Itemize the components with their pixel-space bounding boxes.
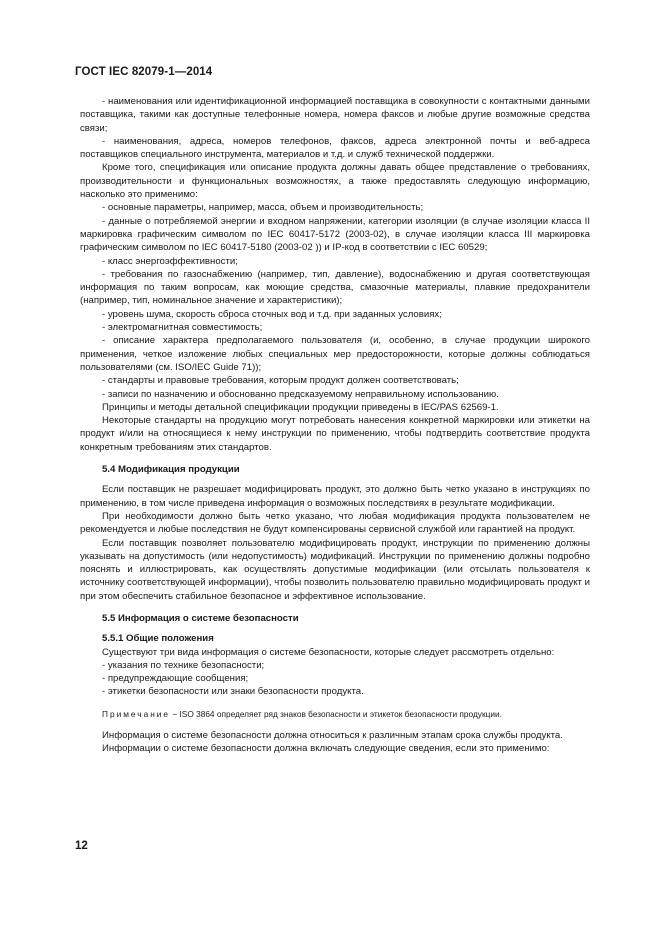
- list-item: - стандарты и правовые требования, которым продукт должен соответствовать;: [102, 375, 459, 387]
- list-item: - этикетки безопасности или знаки безопасности продукта.: [102, 686, 364, 698]
- paragraph: Если поставщик позволяет пользователю модифицировать продукт, инструкции по применению должны указывать на допустимость (или недопустимость) модификаций. Инструкции по применению должны подробно пояснять и иллюстрировать, как осуществлять допустимые модификации (или отсылать пользователя к источнику соответствующей информации), чтобы позволить пользователю правильно модифицировать продукт и при этом обеспечить стабильное безопасное и эффективное использование.: [80, 537, 590, 602]
- list-item: - требования по газоснабжению (например, тип, давление), водоснабжению и другая соответствующая информация по таким вопросам, как моющие средства, смазочные материалы, плавкие предохранители (например, тип, номинальное значение и характеристики);: [80, 268, 590, 307]
- note-text: − ISO 3864 определяет ряд знаков безопасности и этикеток безопасности продукции.: [170, 708, 502, 719]
- page-body: [80, 95, 590, 755]
- document-header: ГОСТ IEC 82079-1—2014: [75, 66, 213, 78]
- list-item: - описание характера предполагаемого пользователя (и, особенно, в случае продукции широкого применения, четкое изложение любых специальных мер предосторожности, которые должны соблюдаться пользователями (см. ISO/IEC Guide 71));: [80, 335, 590, 373]
- section-heading-5-4: 5.4 Модификация продукции: [102, 464, 240, 476]
- note-label: Примечание: [102, 708, 171, 719]
- paragraph: Некоторые стандарты на продукцию могут потребовать нанесения конкретной маркировки или этикетки на продукт и/или на относящиеся к нему инструкции по применению, чтобы подтвердить соответствие продукта конкретным требованиям этих стандартов.: [80, 415, 590, 453]
- list-item: - основные параметры, например, масса, объем и производительность;: [102, 202, 424, 214]
- paragraph: Информация о системе безопасности должна относиться к различным этапам срока службы продукта.: [102, 729, 563, 741]
- list-item: - указания по технике безопасности;: [102, 659, 265, 671]
- page-number: 12: [75, 840, 88, 852]
- paragraph: Кроме того, спецификация или описание продукта должны давать общее представление о требованиях, производительности и функциональных возможностях, а также предоставлять следующую информацию, насколько это применимо:: [80, 162, 590, 201]
- section-heading-5-5: 5.5 Информация о системе безопасности: [102, 612, 299, 624]
- list-item: - класс энергоэффективности;: [102, 255, 238, 267]
- paragraph: - наименования, адреса, номеров телефонов, факсов, адреса электронной почты и веб-адреса поставщиков специального инструмента, материалов и т.д. и служб технической поддержки.: [80, 135, 590, 161]
- list-item: - уровень шума, скорость сброса сточных вод и т.д. при заданных условиях;: [102, 308, 442, 320]
- note: [80, 708, 590, 720]
- list-item: - электромагнитная совместимость;: [102, 322, 263, 334]
- list-item: - данные о потребляемой энергии и входном напряжении, категории изоляции (в случае изоляции класса II маркировка графическим символом по IEC 60417-5172 (2003-02), в случае изоляции класса III маркировка графическим символом по IEC 60417-5180 (2003-02 )) и IP-код в соответствии с IEC 60529;: [80, 215, 590, 254]
- paragraph: Существуют три вида информация о системе безопасности, которые следует рассмотреть отдельно:: [102, 646, 555, 658]
- paragraph: Информации о системе безопасности должна включать следующие сведения, если это применимо:: [102, 743, 550, 755]
- paragraph: При необходимости должно быть четко указано, что любая модификация продукта пользователем не рекомендуется и любые последствия не будут компенсированы сервисной службой или гарантией на продукт.: [80, 510, 590, 536]
- paragraph: Если поставщик не разрешает модифицировать продукт, это должно быть четко указано в инструкциях по применению, в том числе приведена информация о возможных последствиях в результате модификации.: [80, 484, 590, 509]
- paragraph: Принципы и методы детальной спецификации продукции приведены в IEC/PAS 62569-1.: [102, 401, 499, 413]
- subsection-heading-5-5-1: 5.5.1 Общие положения: [102, 633, 214, 645]
- list-item: - записи по назначению и обоснованно предсказуемому неправильному использованию.: [102, 388, 499, 400]
- list-item: - предупреждающие сообщения;: [102, 673, 249, 685]
- paragraph: - наименования или идентификационной информацией поставщика в совокупности с контактными данными поставщика, такими как доступные телефонные номера, номера факсов и любые другие возможные средства связи;: [80, 96, 590, 134]
